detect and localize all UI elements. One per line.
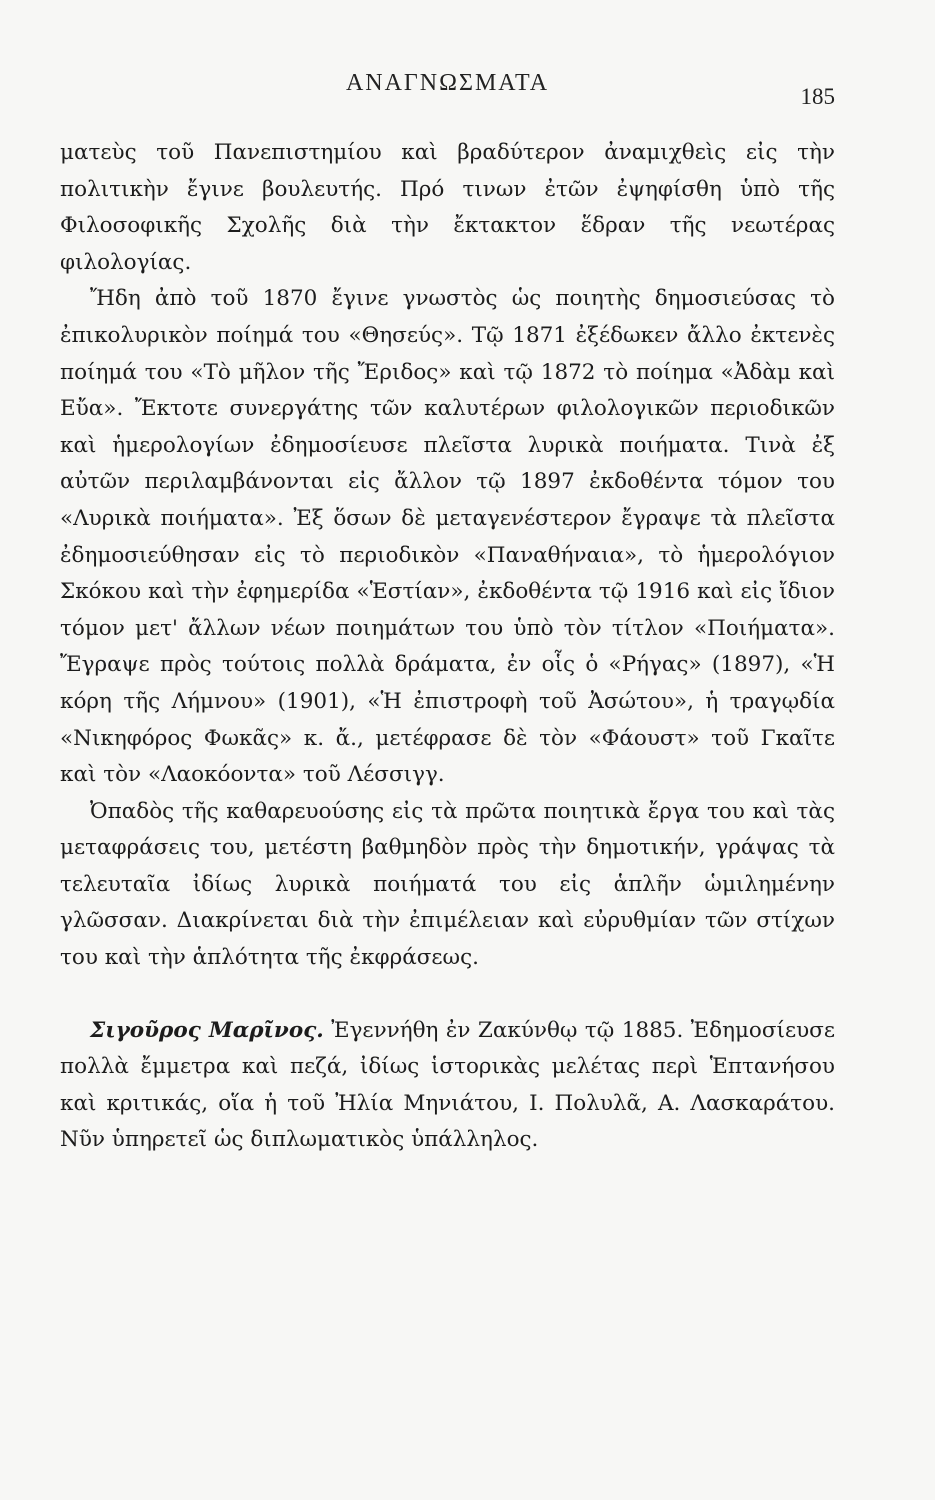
page-number: 185	[800, 84, 835, 109]
running-head	[60, 70, 835, 110]
body-text	[60, 135, 835, 1159]
running-title: ΑΝΑΓΝΩΣΜΑΤΑ	[345, 70, 550, 96]
entry-name: Σιγοῦρος Μαρῖνος.	[90, 1017, 324, 1043]
paragraph-poet-works: Ἤδη ἀπὸ τοῦ 1870 ἔγινε γνωστὸς ὡς ποιητὴς δημοσιεύσας τὸ ἐπικολυρικὸν ποίημά του «Θησεύς». Τῷ 1871 ἐξέδωκεν ἄλλο ἐκτενὲς ποίημά του «Τὸ μῆλον τῆς Ἔριδος» καὶ τῷ 1872 τὸ ποίημα «Ἀδὰμ καὶ Εὔα». Ἔκτοτε συνεργάτης τῶν καλυτέρων φιλολογικῶν περιοδικῶν καὶ ἡμερολογίων ἐδημοσίευσε πλεῖστα λυρικὰ ποιήματα. Τινὰ ἐξ αὐτῶν περιλαμβάνονται εἰς ἄλλον τῷ 1897 ἐκδοθέντα τόμον του «Λυρικὰ ποιήματα». Ἐξ ὅσων δὲ μεταγενέστερον ἔγραψε τὰ πλεῖστα ἐδημοσιεύθησαν εἰς τὸ περιοδικὸν «Παναθήναια», τὸ ἡμερολόγιον Σκόκου καὶ τὴν ἐφημερίδα «Ἑστίαν», ἐκδοθέντα τῷ 1916 καὶ εἰς ἴδιον τόμον μετ' ἄλλων νέων ποιημάτων του ὑπὸ τὸν τίτλον «Ποιήματα». Ἔγραψε πρὸς τούτοις πολλὰ δράματα, ἐν οἷς ὁ «Ρήγας» (1897), «Ἡ κόρη τῆς Λήμνου» (1901), «Ἡ ἐπιστροφὴ τοῦ Ἀσώτου», ἡ τραγῳδία «Νικηφόρος Φωκᾶς» κ. ἄ., μετέφρασε δὲ τὸν «Φάουστ» τοῦ Γκαῖτε καὶ τὸν «Λαοκόοντα» τοῦ Λέσσιγγ.	[60, 286, 835, 788]
paragraph-continued: ματεὺς τοῦ Πανεπιστημίου καὶ βραδύτερον ἀναμιχθεὶς εἰς τὴν πολιτικὴν ἔγινε βουλευτής. Πρό τινων ἐτῶν ἐψηφίσθη ὑπὸ τῆς Φιλοσοφικῆς Σχολῆς διὰ τὴν ἔκτακτον ἕδραν τῆς νεωτέρας φιλολογίας.	[60, 140, 835, 275]
entry-text: Ἐγεννήθη ἐν Ζακύνθῳ τῷ 1885. Ἐδημοσίευσε πολλὰ ἔμμετρα καὶ πεζά, ἰδίως ἱστορικὰς μελέτας περὶ Ἑπτανήσου καὶ κριτικάς, οἵα ἡ τοῦ Ἠλία Μηνιάτου, Ι. Πολυλᾶ, Α. Λασκαράτου. Νῦν ὑπηρετεῖ ὡς διπλωματικὸς ὑπάλληλος.	[60, 1017, 835, 1153]
paragraph-language: Ὀπαδὸς τῆς καθαρευούσης εἰς τὰ πρῶτα ποιητικὰ ἔργα του καὶ τὰς μεταφράσεις του, μετέστη βαθμηδὸν πρὸς τὴν δημοτικήν, γράψας τὰ τελευταῖα ἰδίως λυρικὰ ποιήματά του εἰς ἁπλῆν ὡμιλημένην γλῶσσαν. Διακρίνεται διὰ τὴν ἐπιμέλειαν καὶ εὐρυθμίαν τῶν στίχων του καὶ τὴν ἁπλότητα τῆς ἐκφράσεως.	[60, 798, 835, 971]
biography-entry	[60, 1013, 835, 1159]
